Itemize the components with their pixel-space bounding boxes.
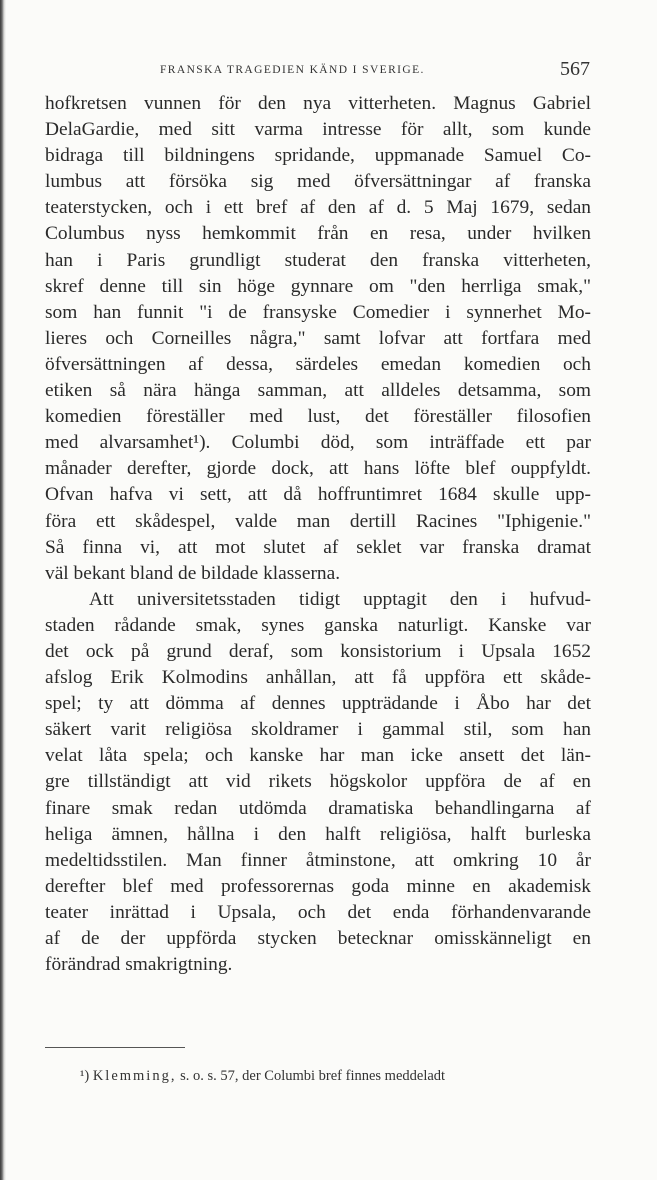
running-head: FRANSKA TRAGEDIEN KÄND I SVERIGE. xyxy=(160,64,425,76)
text-line: öfversättningen af dessa, särdeles emedan komedien och xyxy=(45,353,591,375)
text-line: afslog Erik Kolmodins anhållan, att få uppföra ett skåde- xyxy=(45,667,591,689)
text-line: lieres och Corneilles några," samt lofvar att fortfara med xyxy=(45,327,591,349)
text-line: skref denne till sin höge gynnare om "den herrliga smak," xyxy=(45,275,591,297)
text-line: velat låta spela; och kanske har man icke ansett det län- xyxy=(45,745,591,767)
footnote-text: s. o. s. 57, der Columbi bref finnes meddeladt xyxy=(180,1068,446,1084)
text-line: som han funnit "i de fransyske Comedier i synnerhet Mo- xyxy=(45,301,591,323)
page-binding-edge xyxy=(0,0,6,1180)
text-line: Ofvan hafva vi sett, att då hoffruntimret 1684 skulle upp- xyxy=(45,484,591,506)
text-line: medeltidsstilen. Man finner åtminstone, att omkring 10 år xyxy=(45,849,591,871)
text-line: bidraga till bildningens spridande, uppmanade Samuel Co- xyxy=(45,145,591,167)
footnote-marker: ¹) xyxy=(80,1068,90,1084)
text-line: heliga ämnen, hållna i den halft religiösa, halft burleska xyxy=(45,823,591,845)
text-line: etiken så nära hänga samman, att alldeles detsamma, som xyxy=(45,380,591,402)
text-line: lumbus att försöka sig med öfversättningar af franska xyxy=(45,171,591,193)
text-line: Att universitetsstaden tidigt upptagit den i hufvud- xyxy=(89,588,591,610)
text-line: med alvarsamhet¹). Columbi död, som inträffade ett par xyxy=(45,432,591,454)
text-line: DelaGardie, med sitt varma intresse för allt, som kunde xyxy=(45,119,591,141)
text-line: finare smak redan utdömda dramatiska behandlingarna af xyxy=(45,797,591,819)
text-line: väl bekant bland de bildade klasserna. xyxy=(45,562,341,584)
text-line: derefter blef med professorernas goda minne en akademisk xyxy=(45,875,591,897)
text-line: han i Paris grundligt studerat den franska vitterheten, xyxy=(45,249,591,271)
text-line: teaterstycken, och i ett bref af den af d. 5 Maj 1679, sedan xyxy=(45,197,591,219)
text-line: staden rådande smak, synes ganska naturligt. Kanske var xyxy=(45,614,591,636)
footnote xyxy=(80,1068,445,1085)
text-line: förändrad smakrigtning. xyxy=(45,954,233,976)
text-line: teater inrättad i Upsala, och det enda förhandenvarande xyxy=(45,901,591,923)
text-line: hofkretsen vunnen för den nya vitterheten. Magnus Gabriel xyxy=(45,93,591,114)
footnote-divider xyxy=(45,1047,185,1048)
text-line: gre tillständigt att vid rikets högskolor uppföra de af en xyxy=(45,771,591,793)
text-line: månader derefter, gjorde dock, att hans löfte blef ouppfyldt. xyxy=(45,458,591,480)
footnote-author: Klemming, xyxy=(92,1068,177,1084)
text-line: säkert varit religiösa skoldramer i gammal stil, som han xyxy=(45,719,591,741)
text-line: af de der uppförda stycken betecknar omisskänneligt en xyxy=(45,928,591,949)
page-number: 567 xyxy=(560,58,590,80)
text-line: föra ett skådespel, valde man dertill Racines "Iphigenie." xyxy=(45,510,591,532)
text-line: spel; ty att dömma af dennes uppträdande i Åbo har det xyxy=(45,693,591,715)
text-line: komedien föreställer med lust, det föreställer filosofien xyxy=(45,406,591,428)
text-line: Columbus nyss hemkommit från en resa, under hvilken xyxy=(45,223,591,245)
text-line: Så finna vi, att mot slutet af seklet var franska dramat xyxy=(45,536,591,558)
body-text xyxy=(45,91,591,978)
text-line: det ock på grund deraf, som konsistorium i Upsala 1652 xyxy=(45,640,591,662)
